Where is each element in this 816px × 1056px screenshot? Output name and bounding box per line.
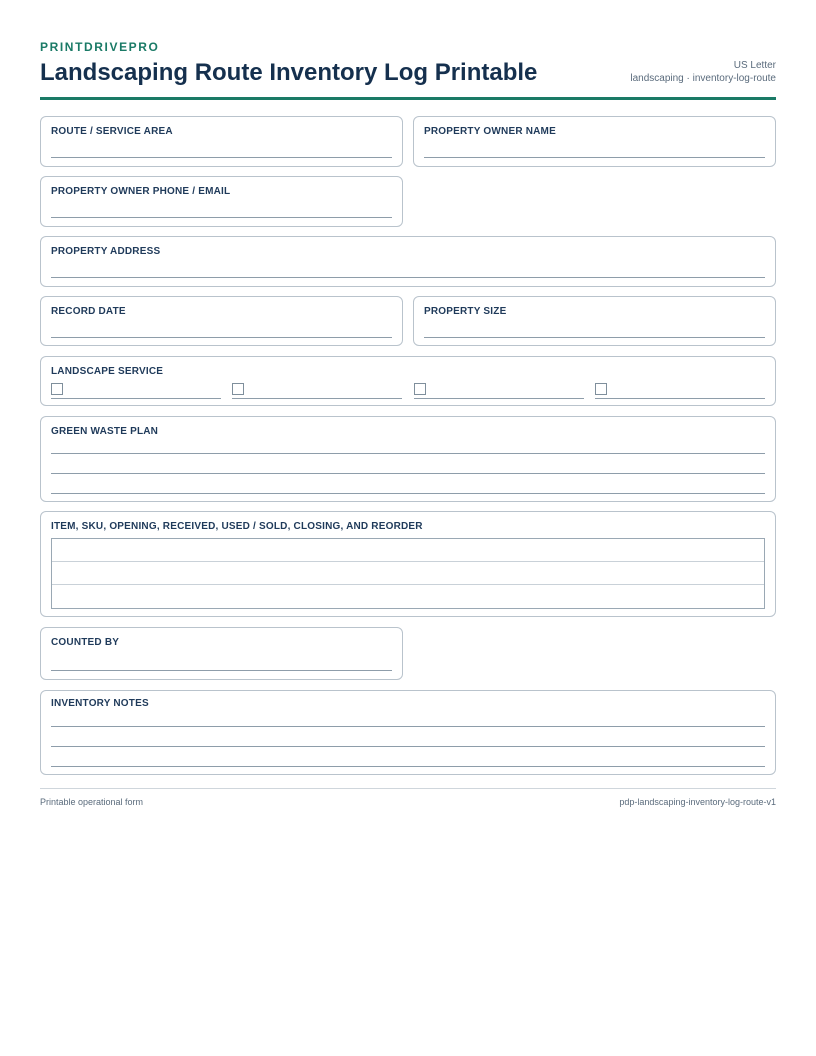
footer-form-id: pdp-landscaping-inventory-log-route-v1 xyxy=(619,797,776,807)
write-line[interactable] xyxy=(51,217,392,218)
write-line[interactable] xyxy=(51,277,765,278)
checkbox[interactable] xyxy=(232,383,244,395)
write-line[interactable] xyxy=(51,726,765,727)
field-label: COUNTED BY xyxy=(51,637,120,648)
property-owner-name-field[interactable] xyxy=(413,116,776,167)
route-service-area-field[interactable] xyxy=(40,116,403,167)
checkbox[interactable] xyxy=(595,383,607,395)
write-line[interactable] xyxy=(51,473,765,474)
landscape-service-option-2[interactable] xyxy=(232,383,402,399)
field-label: RECORD DATE xyxy=(51,306,126,317)
table-row[interactable] xyxy=(52,539,764,562)
form-category: landscaping · inventory-log-route xyxy=(630,73,776,84)
write-line xyxy=(414,398,584,399)
field-label: PROPERTY OWNER NAME xyxy=(424,126,556,137)
field-label: INVENTORY NOTES xyxy=(51,698,149,709)
write-line xyxy=(595,398,765,399)
write-line[interactable] xyxy=(51,493,765,494)
write-line[interactable] xyxy=(424,337,765,338)
write-line xyxy=(51,398,221,399)
write-line[interactable] xyxy=(51,337,392,338)
inventory-table-field xyxy=(40,511,776,617)
write-line[interactable] xyxy=(51,746,765,747)
write-line[interactable] xyxy=(51,453,765,454)
landscape-service-option-3[interactable] xyxy=(414,383,584,399)
checkbox[interactable] xyxy=(414,383,426,395)
property-size-field[interactable] xyxy=(413,296,776,346)
page-title: Landscaping Route Inventory Log Printable xyxy=(40,59,538,86)
brand-logo-text: PRINTDRIVEPRO xyxy=(40,40,160,54)
field-label: GREEN WASTE PLAN xyxy=(51,426,159,437)
footer-description: Printable operational form xyxy=(40,797,144,807)
write-line[interactable] xyxy=(424,157,765,158)
property-address-field[interactable] xyxy=(40,236,776,287)
table-row[interactable] xyxy=(52,562,764,585)
field-label: PROPERTY SIZE xyxy=(424,306,507,317)
write-line xyxy=(232,398,402,399)
field-label: PROPERTY OWNER PHONE / EMAIL xyxy=(51,186,231,197)
write-line[interactable] xyxy=(51,670,392,671)
property-owner-contact-field[interactable] xyxy=(40,176,403,227)
landscape-service-option-1[interactable] xyxy=(51,383,221,399)
inventory-table xyxy=(51,538,765,609)
paper-size: US Letter xyxy=(733,60,776,71)
write-line[interactable] xyxy=(51,766,765,767)
footer-divider xyxy=(40,788,776,789)
field-label: PROPERTY ADDRESS xyxy=(51,246,161,257)
record-date-field[interactable] xyxy=(40,296,403,346)
checkbox[interactable] xyxy=(51,383,63,395)
header-divider xyxy=(40,97,776,100)
counted-by-field[interactable] xyxy=(40,627,403,680)
landscape-service-option-4[interactable] xyxy=(595,383,765,399)
field-label: ITEM, SKU, OPENING, RECEIVED, USED / SOLD, CLOSING, AND REORDER xyxy=(51,521,423,532)
field-label: ROUTE / SERVICE AREA xyxy=(51,126,173,137)
table-row[interactable] xyxy=(52,585,764,608)
landscape-service-field xyxy=(40,356,776,406)
inventory-notes-field[interactable] xyxy=(40,690,776,775)
write-line[interactable] xyxy=(51,157,392,158)
page-meta xyxy=(630,59,776,85)
green-waste-plan-field[interactable] xyxy=(40,416,776,502)
field-label: LANDSCAPE SERVICE xyxy=(51,366,164,377)
